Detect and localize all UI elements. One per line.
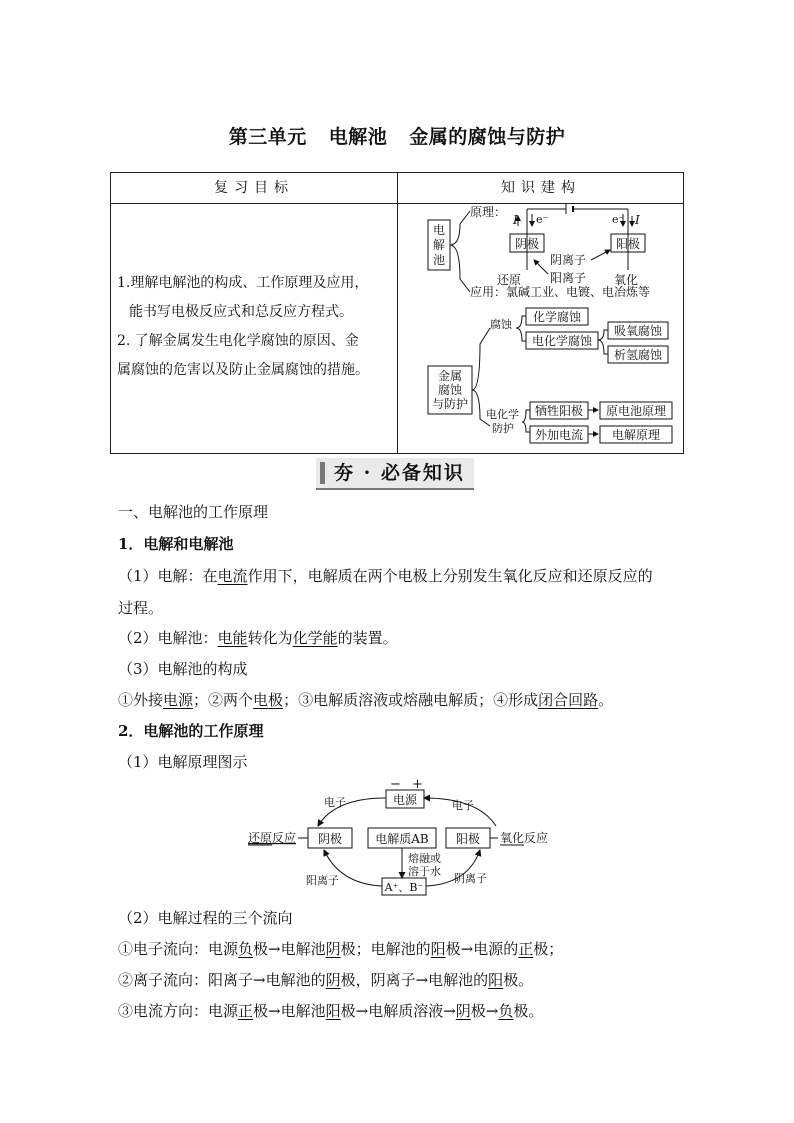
minus-label (546, 204, 564, 205)
cation-label: 阳离子 (550, 271, 587, 285)
ions-label: A⁺、B⁻ (384, 881, 424, 894)
flow-electron: ①电子流向：电源负极→电解池阴极；电解池的阳极→电源的正极； (118, 940, 564, 958)
goal-2b: 属腐蚀的危害以及防止金属腐蚀的措施。 (117, 362, 369, 378)
metal-line-2: 腐蚀 (437, 383, 463, 397)
plus-label (581, 204, 599, 205)
electron-left: e⁻ (536, 213, 549, 226)
para-6: （2）电解过程的三个流向 (118, 909, 293, 927)
electrochemical-corrosion: 电化学腐蚀 (531, 334, 593, 348)
knowledge-map (398, 204, 684, 454)
heading-1: 一、电解池的工作原理 (118, 503, 269, 521)
reduction-reaction: 还原反应 (248, 831, 297, 845)
current-i-left: I (513, 213, 518, 227)
cell-char-3: 池 (432, 253, 446, 267)
cathode-fig: 阴极 (317, 832, 343, 846)
metal-line-1: 金属 (437, 369, 463, 383)
cathode-label: 阴极 (514, 237, 540, 251)
oxidation-label: 氧化 (614, 273, 639, 287)
topic-2: 金属的腐蚀与防护 (409, 126, 566, 148)
electrolysis-diagram (240, 776, 560, 896)
cation-fig: 阳离子 (306, 874, 339, 887)
goal-2a: 2. 了解金属发生电化学腐蚀的原因、金 (117, 333, 359, 349)
electron-right: e⁻ (612, 213, 625, 226)
principle-label: 原理： (470, 205, 507, 219)
power-label: 电源 (392, 793, 418, 807)
electron-left-label: 电子 (324, 796, 346, 809)
header-knowledge-map: 知识建构 (501, 180, 581, 196)
header-review-goals: 复习目标 (214, 180, 294, 196)
corrosion-label: 腐蚀 (490, 318, 512, 331)
chemical-corrosion: 化学腐蚀 (532, 310, 582, 324)
melt-line-2: 溶于水 (408, 865, 441, 878)
oxidation-reaction: 氧化反应 (500, 831, 549, 845)
para-3: （3）电解池的构成 (118, 660, 248, 678)
heading-1-2: 2．电解池的工作原理 (118, 722, 264, 740)
hydrogen-evolution: 析氢腐蚀 (613, 348, 663, 362)
application-label: 应用：氯碱工业、电镀、电冶炼等 (470, 285, 651, 299)
topic-1: 电解池 (328, 126, 388, 148)
flow-current: ③电流方向：电源正极→电解池阳极→电解质溶液→阴极→负极。 (118, 1002, 544, 1020)
section-banner-text: 夯 · 必备知识 (334, 462, 465, 484)
ec-protection-line-2: 防护 (492, 422, 514, 435)
electrolysis-principle: 电解原理 (611, 428, 661, 442)
power-minus: − (390, 777, 401, 792)
heading-1-1: 1．电解和电解池 (118, 535, 234, 553)
reduction-label: 还原 (497, 273, 522, 287)
ec-protection-line-1: 电化学 (486, 408, 519, 421)
para-2: （2）电解池：电能转化为化学能的装置。 (118, 629, 398, 647)
electrolyte-label: 电解质AB (375, 832, 429, 846)
goal-1a: 1.理解电解池的构成、工作原理及应用， (117, 275, 369, 291)
anion-label: 阴离子 (550, 253, 587, 267)
goal-1b: 能书写电极反应式和总反应方程式。 (129, 304, 353, 320)
impressed-current: 外加电流 (534, 428, 584, 442)
flow-ion: ②离子流向：阳离子→电解池的阴极，阴离子→电解池的阳极。 (118, 971, 534, 989)
para-5: （1）电解原理图示 (118, 753, 248, 771)
overview-table (110, 172, 684, 454)
metal-line-3: 与防护 (431, 397, 469, 411)
electron-right-label: 电子 (452, 799, 474, 812)
oxygen-absorption: 吸氧腐蚀 (613, 324, 663, 338)
section-banner (316, 458, 474, 490)
page-title (0, 122, 794, 149)
review-goals (117, 269, 395, 385)
cell-char-2: 解 (432, 238, 446, 252)
galvanic-principle: 原电池原理 (605, 404, 667, 418)
anion-fig: 阴离子 (454, 872, 487, 885)
para-1-cont: 过程。 (118, 599, 164, 617)
anode-label: 阳极 (615, 237, 641, 251)
anode-fig: 阳极 (455, 832, 481, 846)
para-4: ①外接电源；②两个电极；③电解质溶液或熔融电解质；④形成闭合回路。 (118, 691, 614, 709)
sacrificial-anode: 牺牲阳极 (534, 404, 584, 418)
melt-line-1: 熔融或 (408, 852, 441, 865)
para-1: （1）电解：在电流作用下，电解质在两个电极上分别发生氧化反应和还原反应的 (118, 567, 653, 585)
current-i-right: I (635, 213, 640, 227)
power-plus: + (412, 777, 423, 792)
cell-char-1: 电 (432, 223, 446, 237)
unit-label: 第三单元 (228, 126, 307, 148)
